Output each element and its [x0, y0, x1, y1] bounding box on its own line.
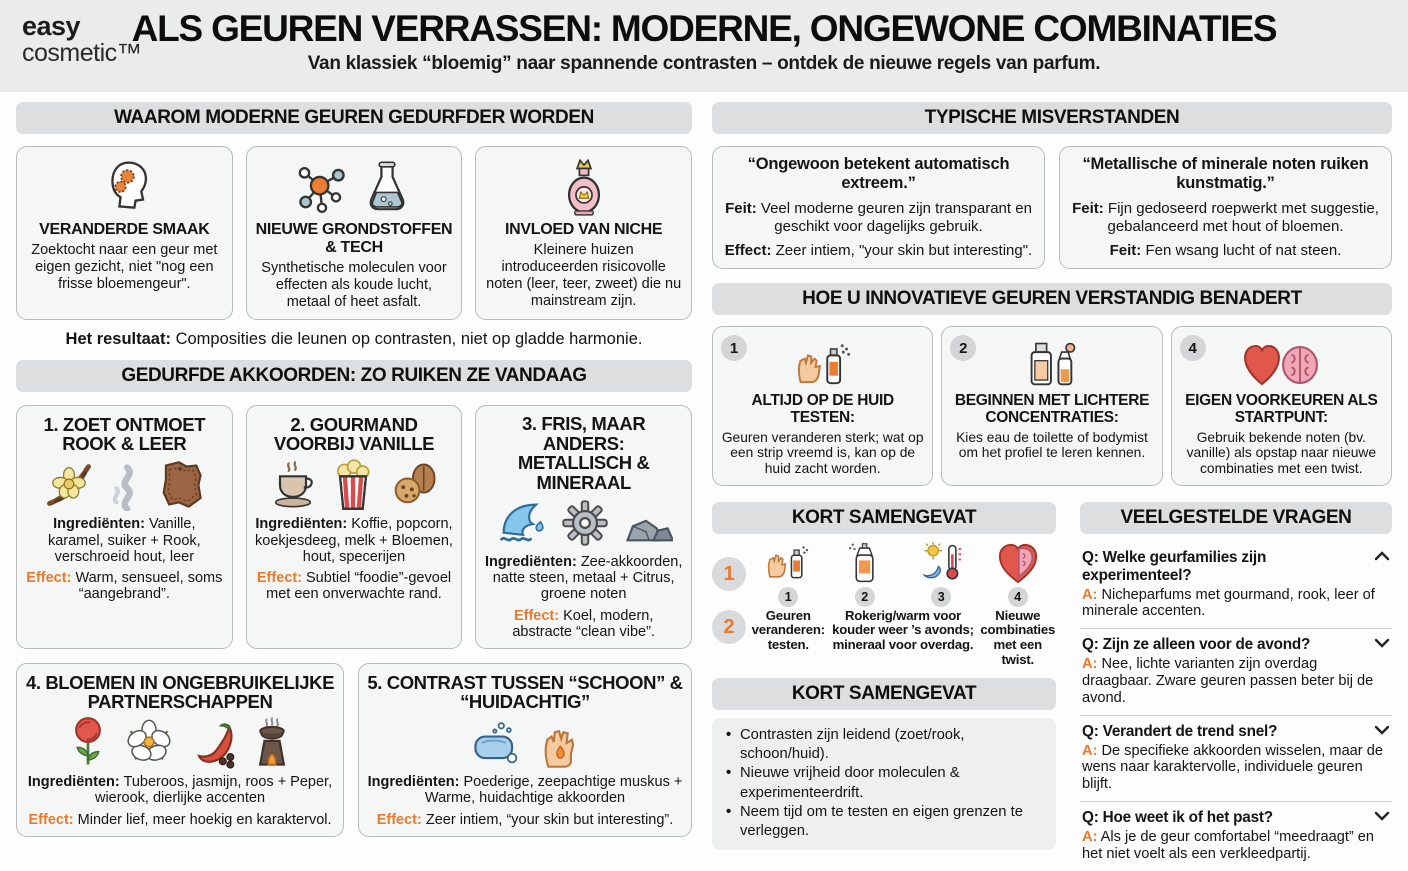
accord-ingredients: Ingrediënten: Koffie, popcorn, koekjesdeeg, melk + Bloemen, hout, specerijen — [255, 516, 453, 565]
misconception-quote: “Metallische of minerale noten ruiken kunstmatig.” — [1082, 155, 1369, 192]
summary-badge-3: 3 — [931, 587, 951, 607]
step-title: EIGEN VOORKEUREN ALS STARTPUNT: — [1185, 392, 1378, 426]
misconception-second: Feit: Fen wsang lucht of nat steen. — [1109, 242, 1342, 260]
faq-question: Q: Zijn ze alleen voor de avond? — [1082, 636, 1311, 654]
section-heading-accords: GEDURFDE AKKOORDEN: ZO RUIKEN ZE VANDAAG — [16, 360, 692, 392]
accord-card-2 — [246, 405, 463, 649]
chevron-up-icon[interactable] — [1374, 551, 1390, 561]
hand-spray-icon — [792, 339, 854, 391]
summary-side-number-1: 1 — [712, 557, 746, 591]
stones-icon — [621, 499, 673, 547]
why-result-text: Composities die leunen op contrasten, niet op gladde harmonie. — [175, 330, 643, 349]
step-text: Geuren veranderen sterk; wat op een strip vreemd is, kan op de huid zacht worden. — [721, 429, 924, 476]
right-column — [712, 102, 1392, 871]
step-number-badge: 1 — [721, 335, 747, 361]
vanilla-icon — [43, 460, 95, 510]
why-cards-row — [16, 146, 692, 320]
wave-icon — [495, 498, 549, 548]
why-card-text: Kleinere huizen introduceerden risicovolle noten (leer, teer, zweet) die nu mainstream zijn. — [486, 242, 682, 310]
section-heading-misconceptions: TYPISCHE MISVERSTANDEN — [712, 102, 1392, 134]
summary-caption-3: Nieuwe combinaties met een twist. — [980, 607, 1056, 668]
coffee-icon — [267, 459, 319, 511]
summary-badge-4: 4 — [1008, 587, 1028, 607]
leather-icon — [155, 459, 205, 511]
accord-title: 1. ZOET ONTMOET ROOK & LEER — [43, 413, 206, 455]
summary-bullet: • Contrasten zijn leidend (zoet/rook, schoon/huid). — [726, 726, 1046, 764]
misconception-fact: Feit: Fijn gedoseerd roepwerkt met suggestie, gebalanceerd met hout of bloemen. — [1072, 200, 1379, 235]
faq-item-4[interactable] — [1080, 801, 1392, 871]
summary-caption-1: Geuren veranderen: testen. — [751, 607, 825, 653]
accord-card-5 — [358, 663, 692, 837]
accord-effect: Effect: Warm, sensueel, soms “aangebrand”. — [26, 570, 223, 603]
accord-ingredients: Ingrediënten: Poederige, zeepachtige muskus + Warme, huidachtige akkoorden — [367, 774, 683, 807]
hand-spray-icon — [763, 542, 813, 584]
chevron-down-icon[interactable] — [1374, 725, 1390, 735]
misconception-second: Effect: Zeer intiem, "your skin but interesting". — [724, 242, 1033, 260]
accord-title: 3. FRIS, MAAR ANDERS: METALLISCH & MINERAAL — [517, 413, 650, 493]
step-number-badge: 4 — [1180, 335, 1206, 361]
heart-brain-icon — [1243, 341, 1319, 389]
soap-icon — [469, 717, 525, 769]
section-heading-summary2: KORT SAMENGEVAT — [712, 678, 1056, 710]
left-column — [16, 102, 692, 837]
heart-brain-combo-icon — [995, 542, 1041, 584]
skin-hand-icon — [535, 715, 581, 771]
misconception-fact: Feit: Veel moderne geuren zijn transparant en geschikt voor dagelijks gebruik. — [725, 200, 1032, 235]
incense-icon — [248, 715, 296, 771]
accord-title: 2. GOURMAND VOORBIJ VANILLE — [273, 413, 435, 455]
accord-effect: Effect: Subtiel “foodie”-gevoel met een onverwachte rand. — [256, 570, 452, 603]
why-card-text: Synthetische moleculen voor effecten als koude lucht, metaal of heet asfalt. — [261, 260, 447, 311]
misconception-card-1 — [712, 146, 1045, 269]
section-heading-summary1: KORT SAMENGEVAT — [712, 502, 1056, 534]
summary-caption-2: Rokerig/warm voor kouder weer ’s avonds; mineraal voor overdag. — [832, 607, 974, 653]
faq-item-2[interactable] — [1080, 628, 1392, 714]
accord-ingredients: Ingrediënten: Tuberoos, jasmijn, roos + Peper, wierook, dierlijke accenten — [27, 774, 333, 807]
rose-icon — [64, 715, 112, 771]
accord-ingredients: Ingrediënten: Zee-akkoorden, natte steen, metaal + Citrus, groene noten — [484, 554, 683, 603]
approach-steps-row — [712, 326, 1392, 486]
accord-cards-row1 — [16, 405, 692, 649]
section-heading-why: WAAROM MODERNE GEUREN GEDURFDER WORDEN — [16, 102, 692, 134]
section-heading-approach: HOE U INNOVATIEVE GEUREN VERSTANDIG BENADERT — [712, 283, 1392, 315]
summary-badge-2: 2 — [855, 587, 875, 607]
molecule-icon — [294, 160, 350, 216]
accord-card-1 — [16, 405, 233, 649]
accord-ingredients: Ingrediënten: Vanille, karamel, suiker + Rook, verschroeid hout, leer — [47, 516, 201, 565]
head-brain-icon — [96, 158, 152, 218]
jasmine-icon — [122, 716, 176, 770]
flask-icon — [360, 159, 414, 217]
why-card-text: Zoektocht naar een geur met eigen gezicht, niet "nog een frisse bloemengeur". — [31, 242, 218, 293]
summary-strip — [712, 542, 1056, 668]
step-text: Gebruik bekende noten (bv. vanille) als opstap naar nieuwe combinaties met een twist. — [1186, 429, 1377, 476]
accord-cards-row2 — [16, 663, 692, 837]
smoke-icon — [105, 459, 145, 511]
accord-effect: Effect: Koel, modern, abstracte “clean vibe”. — [512, 607, 655, 640]
faq-item-1[interactable] — [1080, 542, 1392, 629]
approach-step-3 — [1171, 326, 1392, 486]
faq-answer: A: Nee, lichte varianten zijn overdag draagbaar. Zware geuren passen beter bij de avond. — [1082, 656, 1374, 706]
misconception-cards-row — [712, 146, 1392, 269]
brand-logo-line1: easy — [22, 11, 81, 41]
summary-subcolumn — [712, 502, 1056, 871]
accord-effect: Effect: Zeer intiem, “your skin but interesting”. — [376, 811, 674, 828]
faq-question: Q: Welke geurfamilies zijn experimenteel? — [1082, 548, 1267, 584]
why-card-title: INVLOED VAN NICHE — [505, 221, 663, 238]
accord-card-3 — [475, 405, 692, 649]
day-night-thermo-icon — [918, 542, 964, 584]
page-header — [0, 0, 1408, 92]
step-title: BEGINNEN MET LICHTERE CONCENTRATIES: — [954, 392, 1150, 426]
summary-bullet-list — [712, 718, 1056, 850]
step-text: Kies eau de toilette of bodymist om het profiel te leren kennen. — [956, 429, 1148, 461]
summary-bullet: • Neem tijd om te testen en eigen grenzen te verleggen. — [726, 803, 1046, 841]
faq-item-3[interactable] — [1080, 715, 1392, 801]
faq-list — [1080, 542, 1392, 871]
why-result-label: Het resultaat: — [65, 330, 171, 349]
accord-title: 4. BLOEMEN IN ONGEBRUIKELIJKE PARTNERSCHAPPEN — [25, 671, 335, 713]
why-card-smaak — [16, 146, 233, 320]
faq-question: Q: Verandert de trend snel? — [1082, 722, 1278, 740]
why-card-title: NIEUWE GRONDSTOFFEN & TECH — [255, 221, 453, 256]
step-title: ALTIJD OP DE HUID TESTEN: — [751, 392, 894, 426]
gear-icon — [559, 497, 611, 549]
page-subtitle: Van klassiek “bloemig” naar spannende contrasten – ontdek de nieuwe regels van parfum. — [307, 53, 1101, 74]
misconception-quote: “Ongewoon betekent automatisch extreem.” — [747, 155, 1010, 192]
faq-subcolumn — [1080, 502, 1392, 871]
why-result-line — [16, 330, 692, 349]
chevron-down-icon[interactable] — [1374, 811, 1390, 821]
cookie-icon — [387, 460, 441, 510]
bottom-split — [712, 502, 1392, 871]
step-number-badge: 2 — [950, 335, 976, 361]
section-heading-faq: VEELGESTELDE VRAGEN — [1080, 502, 1392, 534]
niche-bottle-icon — [558, 157, 610, 219]
why-card-niche — [475, 146, 692, 320]
brand-logo-line2: cosmetic™ — [22, 39, 142, 68]
faq-answer: A: De specifieke akkoorden wisselen, maar de wens naar karaktervolle, individuele geuren blijft. — [1082, 742, 1383, 793]
chevron-down-icon[interactable] — [1374, 638, 1390, 648]
summary-badge-1: 1 — [778, 587, 798, 607]
spray-bottle-icon — [845, 542, 885, 584]
summary-side-number-2: 2 — [712, 610, 746, 644]
why-card-title: VERANDERDE SMAAK — [39, 221, 210, 238]
perfume-bottles-icon — [1023, 339, 1081, 391]
chili-icon — [186, 716, 238, 770]
approach-step-2 — [941, 326, 1162, 486]
page-title: ALS GEUREN VERRASSEN: MODERNE, ONGEWONE COMBINATIES — [131, 8, 1277, 49]
misconception-card-2 — [1059, 146, 1392, 269]
accord-effect: Effect: Minder lief, meer hoekig en karaktervol. — [28, 811, 332, 828]
why-card-grondstoffen — [246, 146, 463, 320]
approach-step-1 — [712, 326, 933, 486]
faq-question: Q: Hoe weet ik of het past? — [1082, 808, 1273, 826]
faq-answer: A: Nicheparfums met gourmand, rook, leer of minerale accenten. — [1082, 586, 1375, 620]
summary-bullet: • Nieuwe vrijheid door moleculen & experimenteerdrift. — [726, 764, 1046, 802]
popcorn-icon — [329, 458, 377, 512]
faq-answer: A: Als je de geur comfortabel “meedraagt” en het niet voelt als een verkleedpartij. — [1082, 828, 1375, 862]
accord-card-4 — [16, 663, 344, 837]
accord-title: 5. CONTRAST TUSSEN “SCHOON” & “HUIDACHTIG” — [367, 671, 683, 713]
